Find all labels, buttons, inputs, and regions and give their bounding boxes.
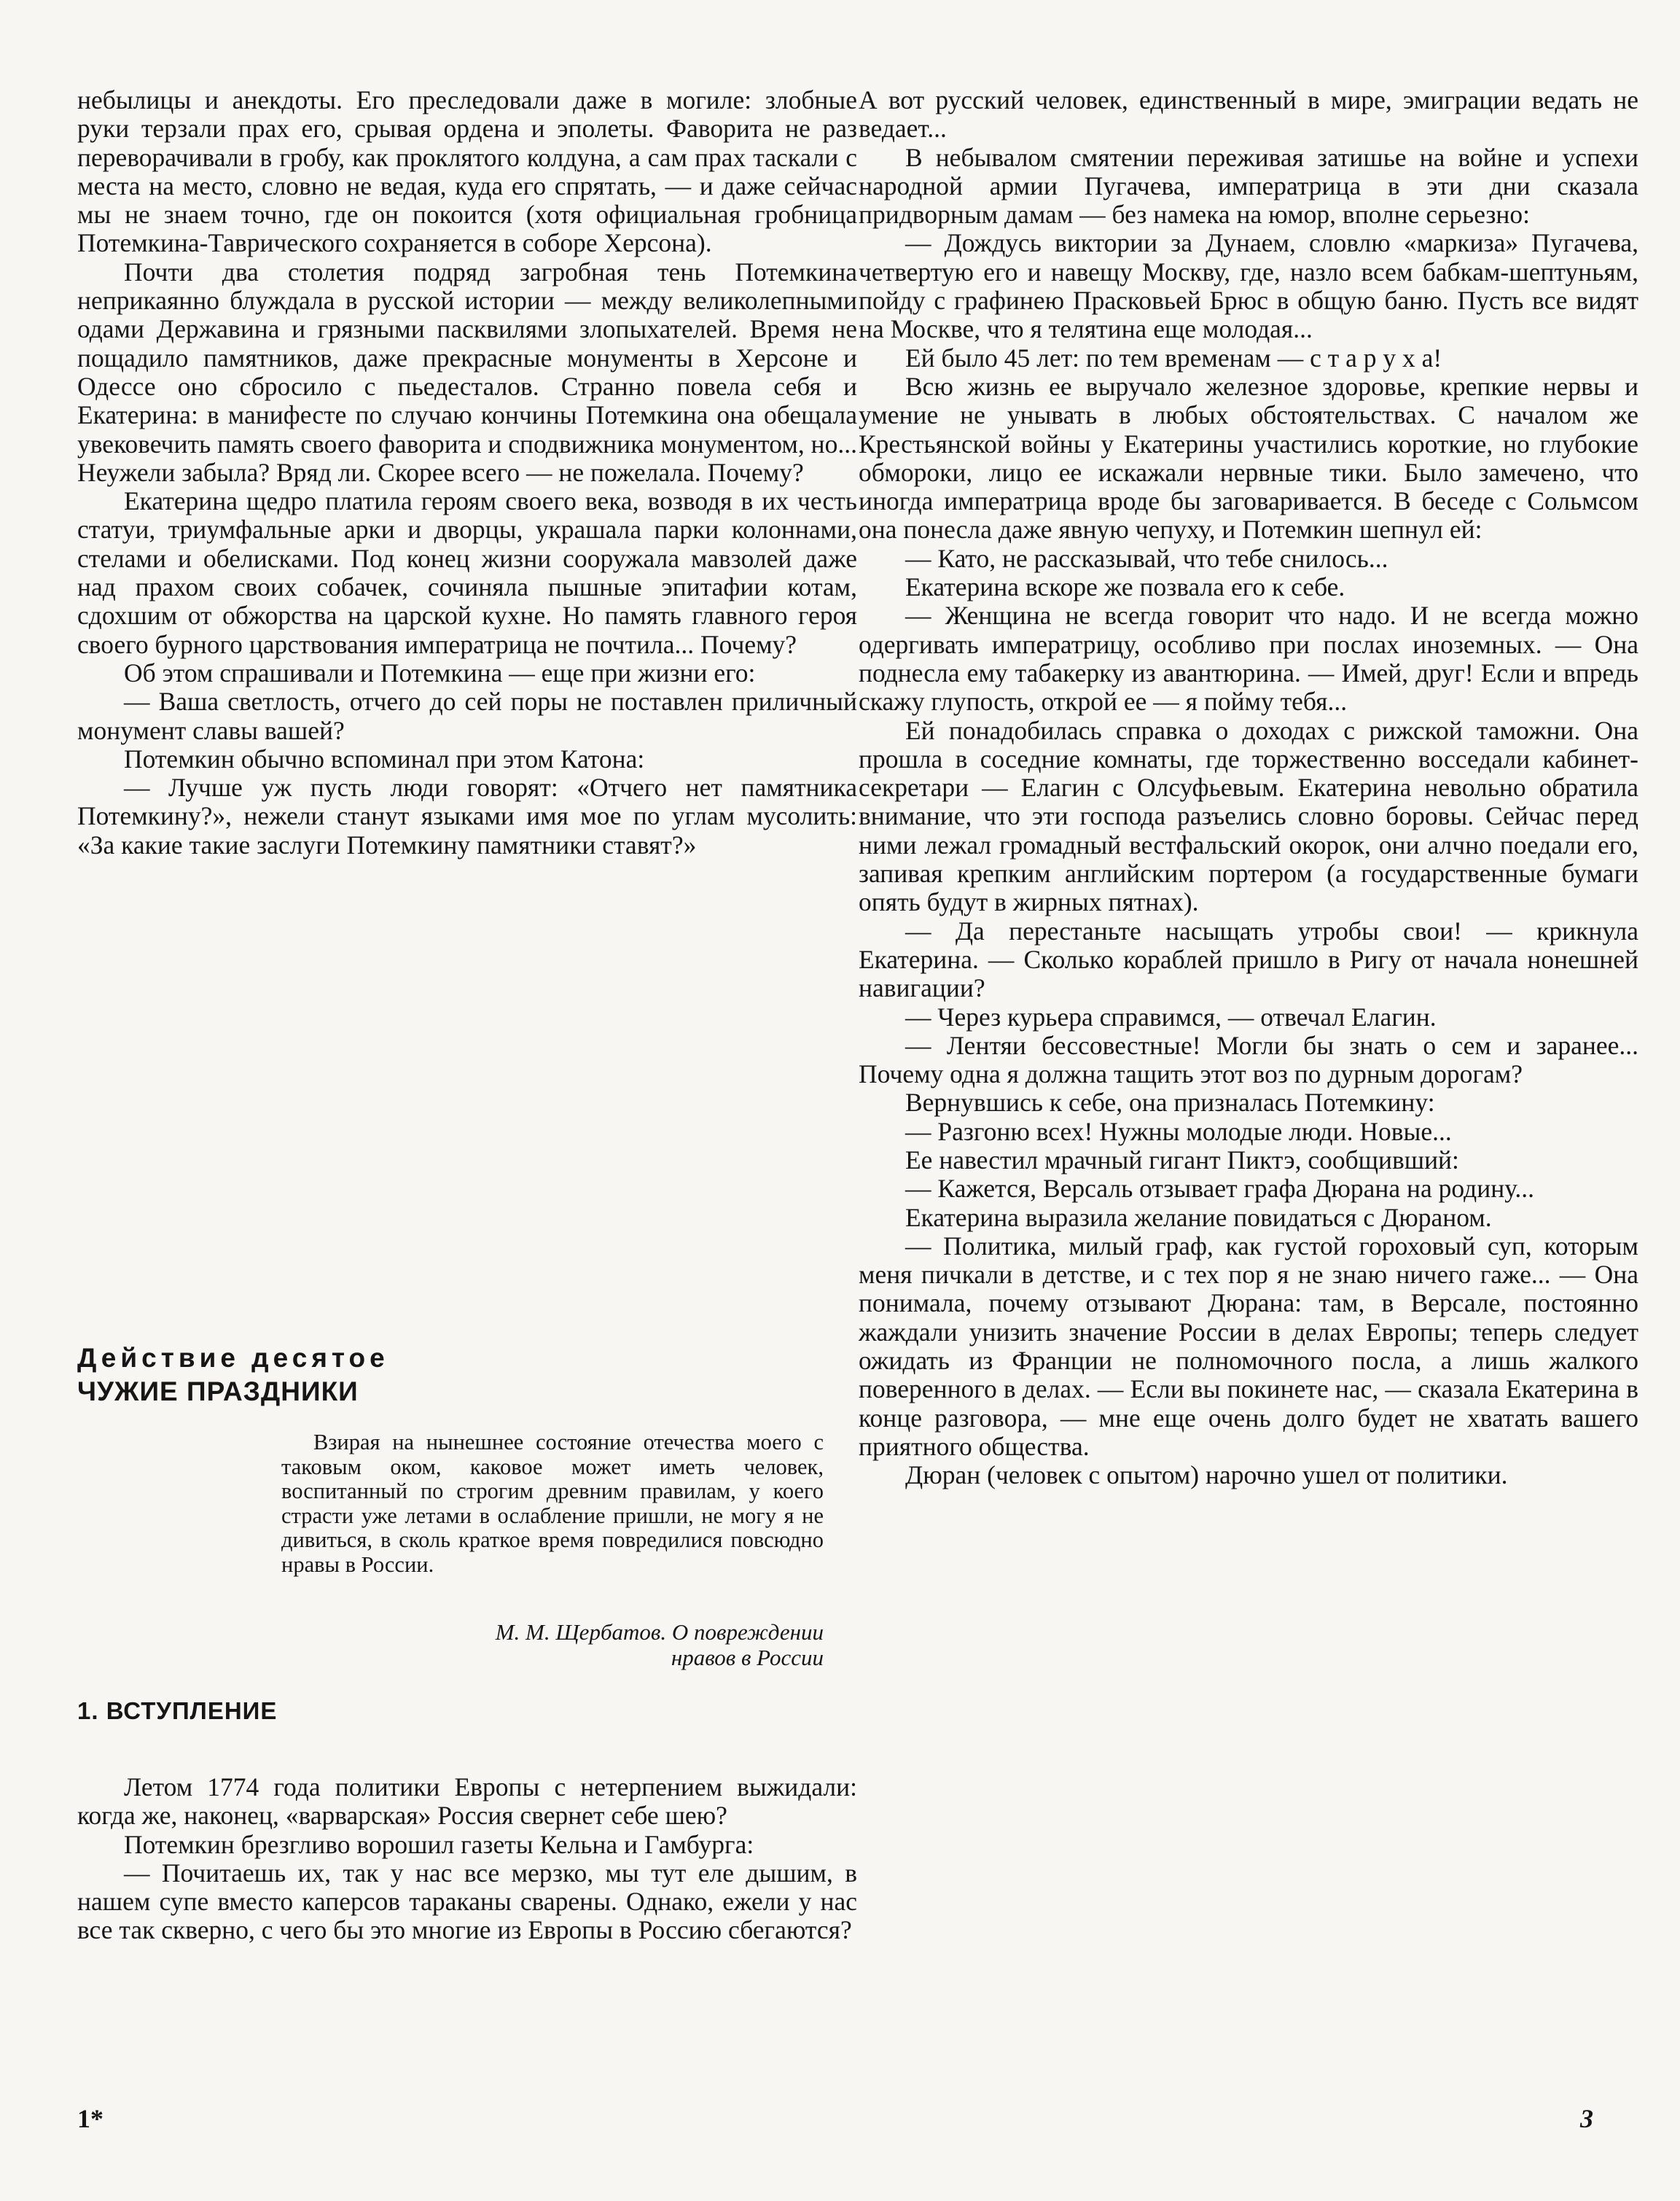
dialogue-line: — Дождусь виктории за Дунаем, словлю «маркиза» Пугачева, четвертую его и навещу Москву, где, назло всем бабкам-шептуньям, пойду с графинею Прасковьей Брюс в общую баню. Пусть все видят на Москве, что я телятина еще молодая... bbox=[859, 228, 1638, 344]
signature-mark: 1* bbox=[77, 2104, 103, 2133]
act-label: Действие десятое bbox=[77, 1343, 389, 1373]
dialogue-line: — Женщина не всегда говорит что надо. И не всегда можно одергивать императрицу, особливо при послах иноземных. — Она поднесла ему табакерку из авантюрина. — Имей, друг! Если и впредь скажу глупость, открой ее — я пойму тебя... bbox=[859, 601, 1638, 717]
dialogue-line: — Да перестаньте насыщать утробы свои! — крикнула Екатерина. — Сколько кораблей пришло в Ригу от начала нонешней навигации? bbox=[859, 916, 1638, 1003]
left-column bbox=[77, 86, 857, 860]
epigraph-source-line: нравов в России bbox=[671, 1644, 824, 1670]
paragraph: Екатерина щедро платила героям своего века, возводя в их честь статуи, триумфальные арки и дворцы, украшала парки колоннами, стелами и обелисками. Под конец жизни сооружала мавзолей даже над прахом своих собачек, сочиняла пышные эпитафии котам, сдохшим от обжорства на царской кухне. Но память главного героя своего бурного царствования императрица не почтила... Почему? bbox=[77, 486, 857, 659]
dialogue-line: — Разгоню всех! Нужны молодые люди. Новые... bbox=[905, 1116, 1452, 1146]
paragraph: Потемкин обычно вспоминал при этом Катона: bbox=[124, 744, 645, 774]
dialogue-line: — Через курьера справимся, — отвечал Елагин. bbox=[905, 1002, 1437, 1032]
dialogue-line: — Почитаешь их, так у нас все мерзко, мы тут еле дышим, в нашем супе вместо каперсов тараканы сварены. Однако, ежели у нас все так скверно, с чего бы это многие из Европы в Россию сбегаются? bbox=[77, 1858, 857, 1945]
paragraph: Всю жизнь ее выручало железное здоровье, крепкие нервы и умение не унывать в любых обстоятельствах. С началом же Крестьянской войны у Екатерины участились короткие, но глубокие обмороки, лицо ее искажали нервные тики. Было замечено, что иногда императрица вроде бы заговаривается. В беседе с Сольмсом она понесла даже явную чепуху, и Потемкин шепнул ей: bbox=[859, 371, 1638, 545]
paragraph: Почти два столетия подряд загробная тень Потемкина неприкаянно блуждала в русской истории — между великолепными одами Державина и грязными пасквилями злопыхателей. Время не пощадило памятников, даже прекрасные монументы в Херсоне и Одессе оно сбросило с пьедесталов. Странно повела себя и Екатерина: в манифесте по случаю кончины Потемкина она обещала увековечить память своего фаворита и сподвижника монументом, но... Неужели забыла? Вряд ли. Скорее всего — не пожелала. Почему? bbox=[77, 257, 857, 487]
dialogue-line: — Лучше уж пусть люди говорят: «Отчего нет памятника Потемкину?», нежели станут языками имя мое по углам мусолить: «За какие такие заслуги Потемкину памятники ставят?» bbox=[77, 773, 857, 860]
act-heading bbox=[77, 1341, 389, 1409]
paragraph: Потемкин брезгливо ворошил газеты Кельна и Гамбурга: bbox=[124, 1829, 754, 1859]
paragraph: Летом 1774 года политики Европы с нетерпением выжидали: когда же, наконец, «варварская» Россия свернет себе шею? bbox=[77, 1772, 857, 1831]
dialogue-line: — Като, не рассказывай, что тебе снилось... bbox=[905, 543, 1388, 573]
epigraph-source-line: М. М. Щербатов. О повреждении bbox=[495, 1619, 824, 1645]
paragraph: Ее навестил мрачный гигант Пиктэ, сообщивший: bbox=[905, 1145, 1459, 1174]
paragraph: В небывалом смятении переживая затишье на войне и успехи народной армии Пугачева, императрица в эти дни сказала придворным дамам — без намека на юмор, вполне серьезно: bbox=[859, 142, 1638, 230]
paragraph: А вот русский человек, единственный в мире, эмиграции ведать не ведает... bbox=[859, 85, 1638, 144]
act-title: ЧУЖИЕ ПРАЗДНИКИ bbox=[77, 1376, 359, 1406]
epigraph bbox=[281, 1430, 824, 1577]
dialogue-line: — Политика, милый граф, как густой гороховый суп, которым меня пичкали в детстве, и с тех пор я не знаю ничего гаже... — Она понимала, почему отзывают Дюрана: там, в Версале, постоянно жаждали унизить значение России в делах Европы; теперь следует ожидать из Франции не полномочного посла, а лишь жалкого поверенного в делах. — Если вы покинете нас, — сказала Екатерина в конце разговора, — мне еще очень долго будет не хватать вашего приятного общества. bbox=[859, 1231, 1638, 1461]
right-column bbox=[859, 86, 1638, 1490]
section-heading: 1. ВСТУПЛЕНИЕ bbox=[77, 1697, 278, 1724]
dialogue-line: — Лентяи бессовестные! Могли бы знать о сем и заранее... Почему одна я должна тащить этот воз по дурным дорогам? bbox=[859, 1030, 1638, 1089]
paragraph: небылицы и анекдоты. Его преследовали даже в могиле: злобные руки терзали прах его, срывая ордена и эполеты. Фаворита не раз переворачивали в гробу, как проклятого колдуна, а сам прах таскали с места на место, словно не ведая, куда его спрятать, — и даже сейчас мы не знаем точно, где он покоится (хотя официальная гробница Потемкина-Таврического сохраняется в соборе Херсона). bbox=[77, 85, 857, 258]
dialogue-line: — Ваша светлость, отчего до сей поры не поставлен приличный монумент славы вашей? bbox=[77, 687, 857, 745]
paragraph: Вернувшись к себе, она призналась Потемкину: bbox=[905, 1088, 1435, 1118]
paragraph: Екатерина вскоре же позвала его к себе. bbox=[905, 572, 1345, 602]
left-column-bottom bbox=[77, 1773, 857, 1945]
paragraph: Екатерина выразила желание повидаться с Дюраном. bbox=[905, 1202, 1492, 1232]
page-number: 3 bbox=[1580, 2104, 1593, 2133]
epigraph-text: Взирая на нынешнее состояние отечества моего с таковым оком, каковое может иметь человек, воспитанный по строгим древним правилам, у коего страсти уже летами в ослабление пришли, не могу я не дивиться, в сколь краткое время повредилися повсюдно нравы в России. bbox=[281, 1430, 824, 1577]
paragraph: Ей понадобилась справка о доходах с рижской таможни. Она прошла в соседние комнаты, где торжественно восседали кабинет-секретари — Елагин с Олсуфьевым. Екатерина невольно обратила внимание, что эти господа разъелись словно боровы. Сейчас перед ними лежал громадный вестфальский окорок, они алчно поедали его, запивая крепким английским портером (а государственные бумаги опять будут в жирных пятнах). bbox=[859, 715, 1638, 917]
paragraph: Об этом спрашивали и Потемкина — еще при жизни его: bbox=[124, 658, 756, 687]
dialogue-line: — Кажется, Версаль отзывает графа Дюрана на родину... bbox=[905, 1174, 1535, 1204]
paragraph: Дюран (человек с опытом) нарочно ушел от политики. bbox=[905, 1460, 1508, 1490]
epigraph-source bbox=[394, 1620, 824, 1670]
paragraph: Ей было 45 лет: по тем временам — с т а р у х а! bbox=[905, 343, 1442, 373]
